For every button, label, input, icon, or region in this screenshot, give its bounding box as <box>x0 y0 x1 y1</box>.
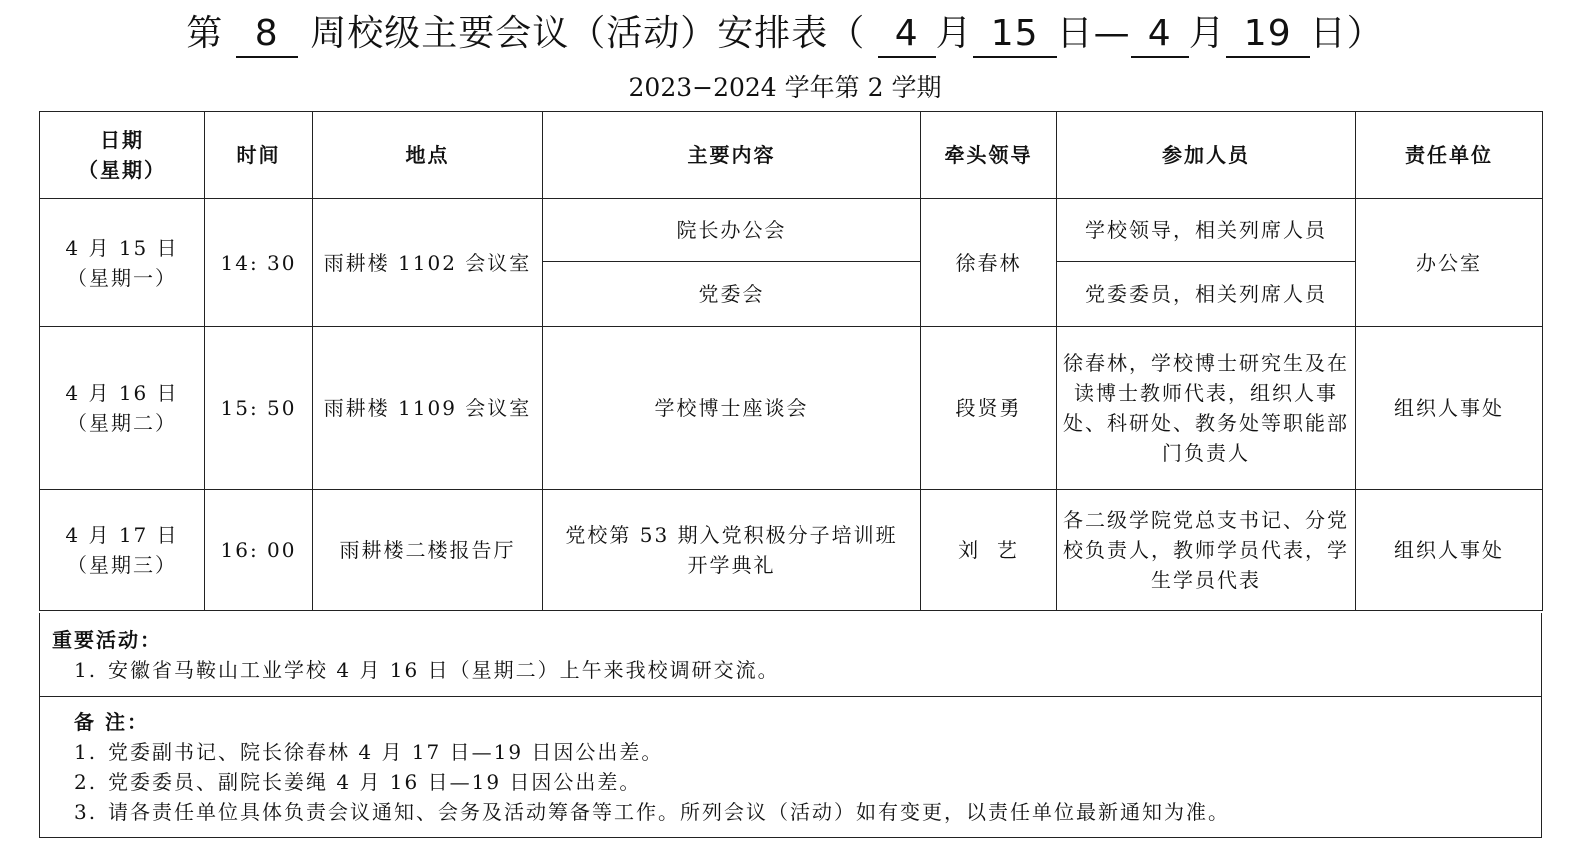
remarks-box <box>39 697 1542 838</box>
table-row <box>40 490 1543 611</box>
header-date-label: 日期 <box>100 128 144 152</box>
row-weekday: （星期三） <box>67 553 177 577</box>
header-leader: 牵头领导 <box>921 112 1057 199</box>
table-row <box>40 199 1543 262</box>
row-weekday: （星期一） <box>67 265 177 290</box>
row-time: 15: 50 <box>205 327 313 490</box>
list-item-text: 党委委员、副院长姜绳 4 月 16 日—19 日因公出差。 <box>108 770 642 794</box>
row-time: 16: 00 <box>205 490 313 611</box>
important-activities-list <box>74 655 780 685</box>
table-header-row <box>40 112 1543 199</box>
row-content: 学校博士座谈会 <box>543 327 921 490</box>
document-title <box>0 6 1570 62</box>
row-place: 雨耕楼 1102 会议室 <box>313 199 543 327</box>
row-participants: 学校领导，相关列席人员 <box>1057 199 1356 262</box>
title-prefix: 第 <box>186 13 224 54</box>
row-date-cell <box>40 327 205 490</box>
header-content: 主要内容 <box>543 112 921 199</box>
title-start-month: 4 <box>878 12 936 58</box>
header-place: 地点 <box>313 112 543 199</box>
table-row <box>40 327 1543 490</box>
list-item-text: 安徽省马鞍山工业学校 4 月 16 日（星期二）上午来我校调研交流。 <box>108 658 780 682</box>
important-activities-box <box>39 613 1542 697</box>
row-time: 14: 30 <box>205 199 313 327</box>
list-item-number: 3. <box>74 800 98 824</box>
row-unit: 组织人事处 <box>1356 490 1543 611</box>
list-item <box>74 737 1230 767</box>
title-day-char-1: 日— <box>1056 13 1131 54</box>
header-participants: 参加人员 <box>1057 112 1356 199</box>
row-date-cell <box>40 490 205 611</box>
list-item-number: 2. <box>74 770 98 794</box>
row-place: 雨耕楼 1109 会议室 <box>313 327 543 490</box>
header-weekday-label: （星期） <box>78 158 166 182</box>
row-leader: 刘 艺 <box>921 490 1057 611</box>
header-date <box>40 112 205 199</box>
title-end-day: 19 <box>1226 12 1310 58</box>
remarks-heading: 备 注： <box>74 710 149 734</box>
row-date: 4 月 17 日 <box>65 523 179 547</box>
header-time: 时间 <box>205 112 313 199</box>
list-item-number: 1. <box>74 658 98 682</box>
title-start-day: 15 <box>973 12 1057 58</box>
list-item-text: 请各责任单位具体负责会议通知、会务及活动筹备等工作。所列会议（活动）如有变更，以责任单位最新通知为准。 <box>108 800 1230 824</box>
row-leader: 徐春林 <box>921 199 1057 327</box>
title-week-number: 8 <box>236 12 298 58</box>
row-unit: 组织人事处 <box>1356 327 1543 490</box>
row-content: 党委会 <box>543 262 921 327</box>
list-item-number: 1. <box>74 740 98 764</box>
important-activities-heading: 重要活动： <box>52 628 162 652</box>
list-item-text: 党委副书记、院长徐春林 4 月 17 日—19 日因公出差。 <box>108 740 664 764</box>
title-suffix: 日） <box>1309 13 1384 54</box>
row-weekday: （星期二） <box>67 411 177 435</box>
title-end-month: 4 <box>1131 12 1189 58</box>
title-month-char-1: 月 <box>935 13 973 54</box>
row-place: 雨耕楼二楼报告厅 <box>313 490 543 611</box>
list-item <box>74 655 780 685</box>
row-participants: 各二级学院党总支书记、分党校负责人，教师学员代表，学生学员代表 <box>1057 490 1356 611</box>
row-leader: 段贤勇 <box>921 327 1057 490</box>
remarks-list <box>74 737 1230 827</box>
row-participants: 党委委员，相关列席人员 <box>1057 262 1356 327</box>
title-month-char-2: 月 <box>1188 13 1226 54</box>
list-item <box>74 767 1230 797</box>
schedule-table <box>39 111 1543 611</box>
row-date: 4 月 15 日 <box>65 235 179 260</box>
list-item <box>74 797 1230 827</box>
title-middle: 周校级主要会议（活动）安排表（ <box>310 13 866 54</box>
row-content: 党校第 53 期入党积极分子培训班开学典礼 <box>543 490 921 611</box>
header-unit: 责任单位 <box>1356 112 1543 199</box>
row-content: 院长办公会 <box>543 199 921 262</box>
row-participants: 徐春林，学校博士研究生及在读博士教师代表，组织人事处、科研处、教务处等职能部门负责人 <box>1057 327 1356 490</box>
row-unit: 办公室 <box>1356 199 1543 327</box>
row-date-cell <box>40 199 205 327</box>
row-date: 4 月 16 日 <box>65 381 179 405</box>
semester-subtitle: 2023−2024 学年第 2 学期 <box>628 73 942 102</box>
